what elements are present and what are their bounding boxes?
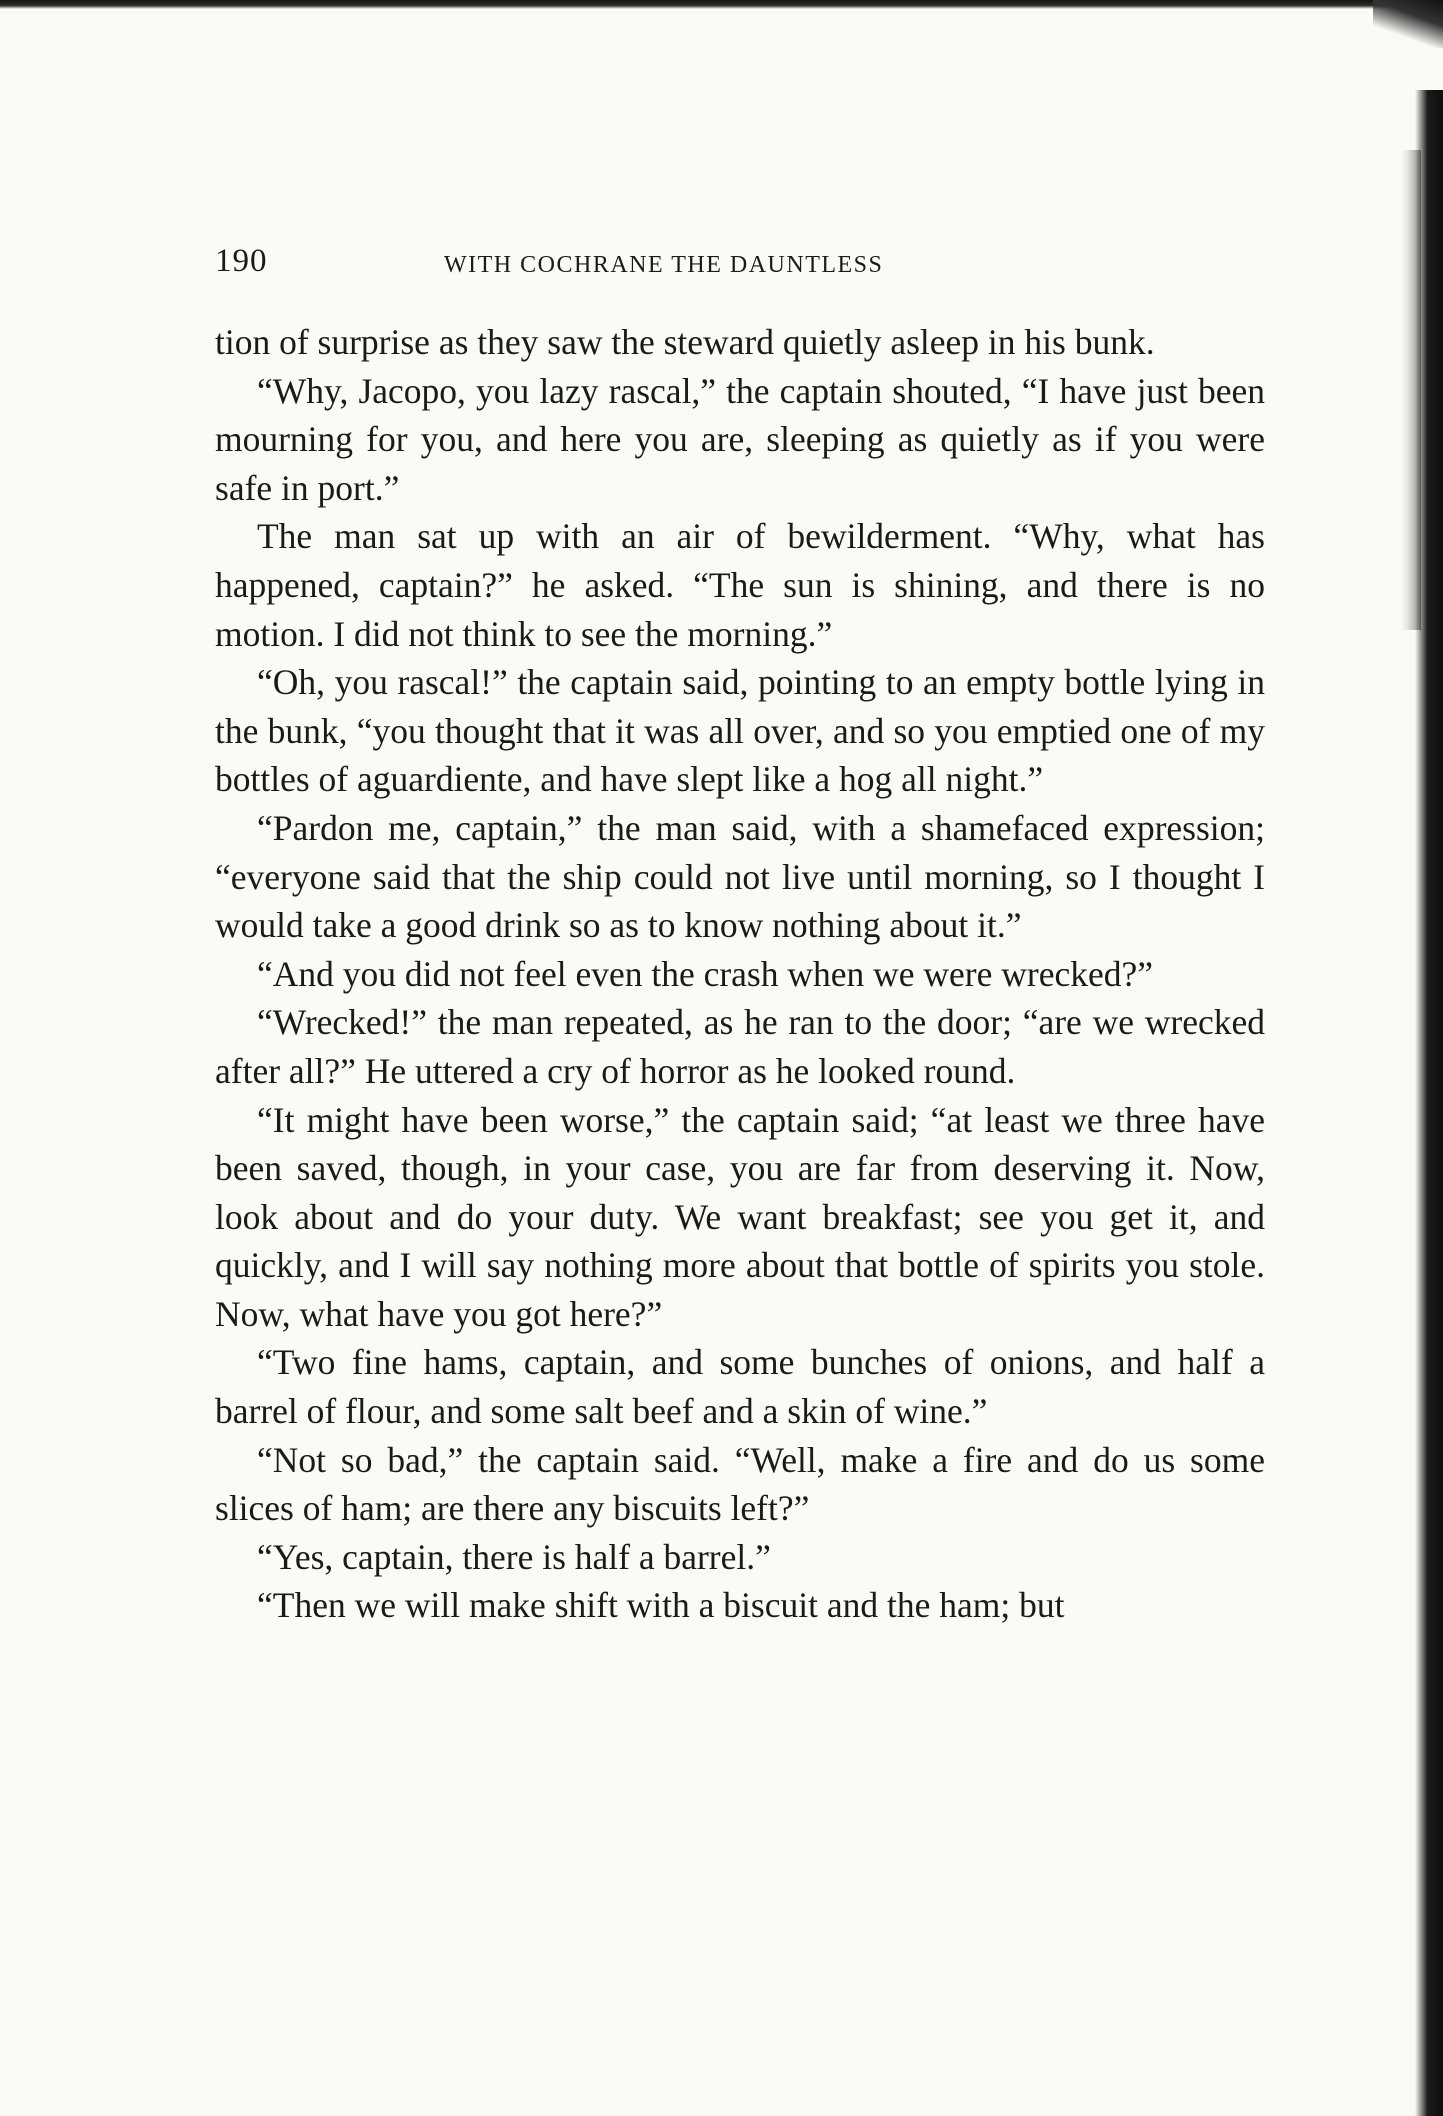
paragraph: tion of surprise as they saw the steward quietly asleep in his bunk. — [215, 322, 1155, 362]
paragraph: “And you did not feel even the crash when we were wrecked?” — [257, 953, 1153, 994]
paragraph: “Oh, you rascal!” the captain said, pointing to an empty bottle lying in the bunk, “you thought that it was all over, and so you emptied one of my bottles of aguardiente, and have slept like a hog all night.” — [215, 662, 1265, 800]
paragraph: “Yes, captain, there is half a barrel.” — [257, 1536, 771, 1577]
paragraph: “It might have been worse,” the captain said; “at least we three have been saved, though, in your case, you are far from deserving it. Now, look about and do your duty. We want breakfast; see you get it, and quickly, and I will say nothing more about that bottle of spirits you stole. Now, what have you got here?” — [215, 1099, 1265, 1334]
paragraph: “Pardon me, captain,” the man said, with a shamefaced expression; “everyone said that the ship could not live until morning, so I thought I would take a good drink so as to know nothing about it.” — [215, 807, 1265, 946]
body-text — [215, 318, 1265, 1630]
paragraph: “Wrecked!” the man repeated, as he ran to the door; “are we wrecked after all?” He uttered a cry of horror as he looked round. — [215, 1002, 1265, 1091]
paragraph: “Not so bad,” the captain said. “Well, make a fire and do us some slices of ham; are there any biscuits left?” — [215, 1439, 1265, 1529]
paragraph: “Then we will make shift with a biscuit and the ham; but — [257, 1585, 1065, 1626]
paragraph: The man sat up with an air of bewilderment. “Why, what has happened, captain?” he asked. “The sun is shining, and there is no motion. I did not think to see the morning.” — [215, 516, 1265, 654]
page-top-edge-shadow — [0, 0, 1443, 9]
page-right-edge-shadow — [1415, 90, 1443, 2116]
paragraph: “Two fine hams, captain, and some bunches of onions, and half a barrel of flour, and some salt beef and a skin of wine.” — [215, 1342, 1265, 1432]
page-corner-shadow — [1373, 0, 1443, 48]
page-number: 190 — [215, 243, 268, 279]
page-header — [215, 243, 1265, 293]
paragraph: “Why, Jacopo, you lazy rascal,” the captain shouted, “I have just been mourning for you, and here you are, sleeping as quietly as if you were safe in port.” — [215, 370, 1265, 508]
running-title: WITH COCHRANE THE DAUNTLESS — [444, 252, 884, 278]
